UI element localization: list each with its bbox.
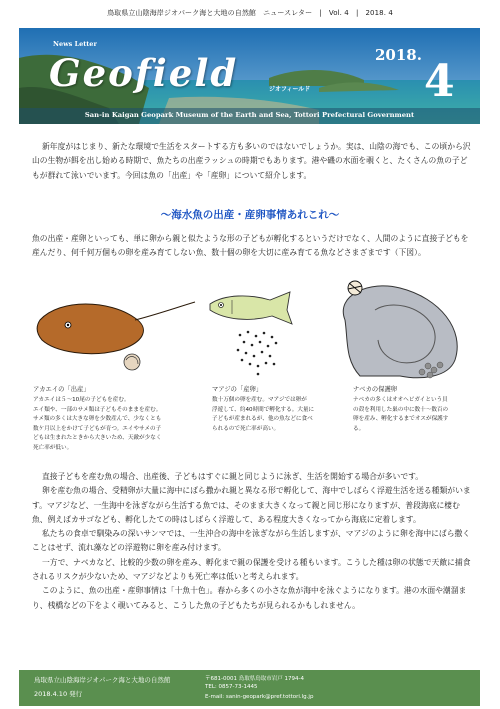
- body-paragraph: 一方で、ナベカなど、比較的少数の卵を産み、孵化まで親の保護を受ける種もいます。こうした種は卵の状態で天敵に捕食されるリスクが少ないため、マアジなどよりも死亡率は低いと考えられます。: [32, 557, 471, 582]
- figure-text-line: 数十万個の卵を産む。マアジでは卵が: [212, 397, 307, 403]
- newsletter-label: News Letter: [53, 40, 97, 48]
- figure-text-line: る。: [353, 425, 365, 432]
- figure-text-nabeka: [353, 396, 448, 434]
- issue-number: 4: [424, 56, 455, 107]
- title-kana: ジオフィールド: [269, 86, 311, 93]
- footer-bar: [19, 670, 480, 706]
- masthead-banner: [19, 28, 480, 124]
- body-text: [32, 470, 472, 613]
- section-intro-paragraph: 魚の出産・産卵といっても、単に卵から親と似たような形の子どもが孵化するというだけでなく、人間のように直接子どもを産んだり、何千何万個もの卵を産み育てしない魚、数十個の卵を大切に産み育てる魚などさまざまです（下図）。: [32, 234, 469, 258]
- figure-text-line: 浮遊して、約40時間で孵化する。大量に: [212, 406, 315, 413]
- fish-illustrations: [0, 280, 500, 380]
- figure-text-line: ナベカの多くはオオヘビガイという貝: [353, 397, 448, 403]
- footer-email[interactable]: E-mail: sanin-geopark@pref.tottori.lg.jp: [205, 694, 314, 700]
- footer-phone: TEL: 0857-73-1445: [205, 684, 258, 690]
- stingray-illustration: [37, 302, 195, 370]
- figure-text-line: 子どもが産まれるが、他の魚などに食べ: [212, 416, 313, 423]
- body-paragraph: 直接子どもを産む魚の場合、出産後、子どもはすぐに親と同じように泳ぎ、生活を開始する場合が多いです。: [42, 472, 424, 481]
- figure-title-nabeka: ナベカの保護卵: [353, 386, 398, 393]
- figure-text-line: どもは生まれたときから大きいため、天敵が少なく: [33, 435, 162, 442]
- nabeka-shell-illustration: [343, 281, 457, 378]
- museum-subtitle: San-in Kaigan Geopark Museum of the Earth and Sea, Tottori Prefectural Government: [84, 111, 415, 119]
- horse-mackerel-illustration: [210, 292, 292, 324]
- body-paragraph: 卵を産む魚の場合、受精卵が大量に海中にばら撒かれ親と異なる形で孵化して、海中でしばらく浮遊生活を送る種類がいます。マアジなど、一生海中を泳ぎながら生活する魚では、そのまま大きくなって親と同じ形になりますが、普段海底に棲む魚、例えばカサゴなども、孵化したての時はしばらく浮遊して、ある程度大きくなってから海底に定着します。: [32, 486, 471, 524]
- section-heading: ～海水魚の出産・産卵事情あれこれ～: [160, 209, 340, 221]
- intro-paragraph: 新年度がはじまり、新たな環境で生活をスタートする方も多いのではないでしょうか。実は、山陰の海でも、この頃から沢山の生物が餌を出し始める時期で、魚たちの出産ラッシュの時期でもあります。港や磯の水面を覗くと、たくさんの魚の子どもが群れて泳いでいます。今回は魚の「出産」や「産卵」について紹介します。: [32, 142, 471, 180]
- illustration-panel: [0, 280, 500, 451]
- header-info-line: 鳥取県立山陰海岸ジオパーク海と大地の自然館 ニュースレター | Vol. 4 | 2018. 4: [107, 9, 393, 17]
- figure-text-mackerel: [212, 396, 314, 434]
- body-paragraph: このように、魚の出産・産卵事情は「十魚十色」。春から多くの小さな魚が海中を泳ぐようになります。港の水面や潮溜まり、桟橋などの下をよく覗いてみると、こうした魚の子どもたちが見られるかもしれません。: [32, 586, 467, 610]
- figure-text-line: 死亡率が低い。: [33, 444, 73, 451]
- figure-text-line: アカエイは５～10尾の子どもを産む。: [33, 397, 130, 403]
- footer-organization: 鳥取県立山陰海岸ジオパーク海と大地の自然館: [34, 676, 171, 684]
- figure-text-line: 数ケ月以上をかけて子どもが育つ。エイやサメの子: [33, 425, 162, 432]
- figure-text-line: サメ類の多くは大きな卵を少数産んで、少なくとも: [33, 416, 162, 423]
- figure-title-mackerel: マアジの「産卵」: [212, 386, 263, 393]
- body-paragraph: 私たちの食卓で馴染みの深いサンマでは、一生沖合の海中を泳ぎながら生活しますが、マアジのように卵を海中にばら撒くことはせず、流れ藻などの浮遊物に卵を産み付けます。: [32, 529, 471, 553]
- figure-text-line: エイ類や、一部のサメ類は子どもそのままを産む。: [33, 406, 162, 413]
- figure-text-line: 卵を産み、孵化するまでオスが保護す: [353, 416, 449, 423]
- footer-issue-date: 2018.4.10 発行: [34, 690, 83, 698]
- footer-address: 〒681-0001 鳥取県鳥取市岩戸 1794-4: [205, 676, 304, 682]
- figure-text-stingray: [33, 396, 161, 454]
- figure-text-line: られるので死亡率が高い。: [212, 425, 280, 432]
- issue-year: 2018.: [375, 46, 422, 64]
- newsletter-title: Geofield: [49, 51, 239, 95]
- figure-title-stingray: アカエイの「出産」: [33, 386, 90, 393]
- figure-text-line: の殻を利用した巣の中に数十～数百の: [353, 406, 449, 413]
- fish-egg-cluster: [237, 331, 278, 376]
